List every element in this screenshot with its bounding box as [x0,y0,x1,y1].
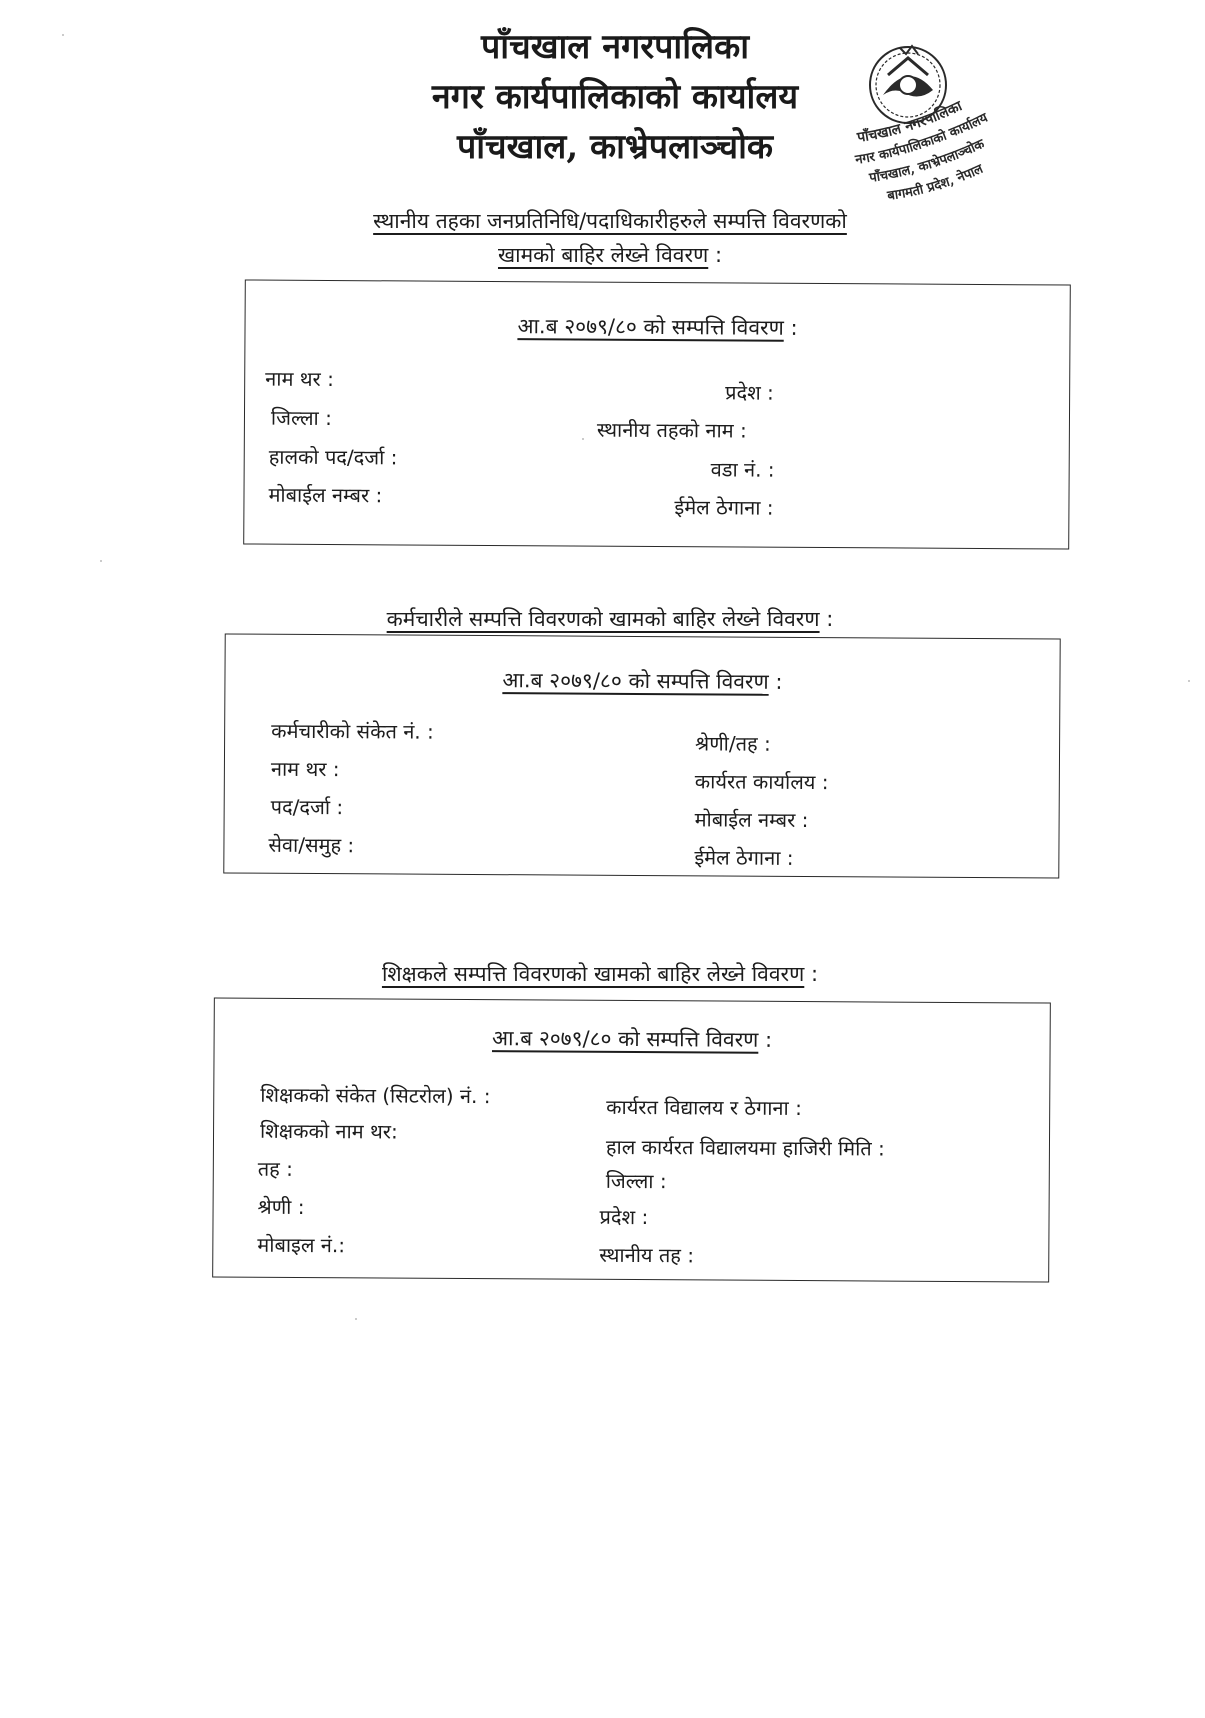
employee-box-title-colon: : [775,669,783,694]
field-name: नाम थर : [265,366,334,392]
field-attendance-date: हाल कार्यरत विद्यालयमा हाजिरी मिति : [605,1134,885,1161]
representative-box-title-colon: : [790,315,798,340]
section-3-title-colon: : [810,962,819,986]
section-1-title-colon: : [714,243,723,267]
section-2-title-text: कर्मचारीले सम्पत्ति विवरणको खामको बाहिर लेख्ने विवरण [386,607,820,631]
field-employee-code: कर्मचारीको संकेत नं. : [271,718,434,744]
teacher-box-title [215,1022,1050,1055]
representative-box-title-text: आ.ब २०७९/८० को सम्पत्ति विवरण [517,314,784,340]
header-line-1: पाँचखाल नगरपालिका [480,27,750,67]
field-school-address: कार्यरत विद्यालय र ठेगाना : [606,1094,802,1121]
field-current-post: हालको पद/दर्जा : [268,444,398,470]
seal-text-4: बागमती प्रदेश, नेपाल [886,161,986,204]
section-2-title-colon: : [826,607,834,631]
field-employee-email: ईमेल ठेगाना : [694,845,794,870]
document-header [380,22,850,172]
field-ward-no: वडा नं. : [710,457,775,482]
teacher-box-title-text: आ.ब २०७९/८० को सम्पत्ति विवरण [491,1026,759,1052]
field-class-level: श्रेणी/तह : [695,731,771,756]
scan-speck [62,34,64,36]
section-3-title [330,960,870,988]
header-line-3: पाँचखाल, काभ्रेपलाञ्चोक [456,127,774,167]
section-1-title-line-2: खामको बाहिर लेख्ने विवरण [497,243,709,267]
field-teacher-district: जिल्ला : [605,1168,667,1194]
teacher-box-title-colon: : [765,1027,773,1052]
scan-speck [100,560,102,562]
representative-details-box [243,279,1071,549]
employee-box-title [225,664,1059,697]
field-teacher-province: प्रदेश : [599,1204,649,1230]
field-teacher-code: शिक्षकको संकेत (सिटरोल) नं. : [260,1082,491,1109]
employee-details-box [223,633,1060,878]
field-email: ईमेल ठेगाना : [674,495,774,520]
scan-speck [1188,680,1190,682]
scan-speck [355,1318,357,1320]
section-1-title-line-1: स्थानीय तहका जनप्रतिनिधि/पदाधिकारीहरुले सम्पत्ति विवरणको [373,209,847,233]
municipality-seal [848,40,1023,215]
field-employee-name: नाम थर : [270,756,340,782]
field-working-office: कार्यरत कार्यालय : [694,769,829,795]
field-district: जिल्ला : [270,405,332,431]
field-service-group: सेवा/समुह : [268,832,355,858]
scan-speck [582,438,584,440]
section-1-title [300,207,920,269]
field-teacher-local-body: स्थानीय तह : [599,1242,695,1268]
teacher-details-box [212,997,1051,1282]
representative-box-title [245,310,1069,343]
employee-box-title-text: आ.ब २०७९/८० को सम्पत्ति विवरण [502,668,769,694]
field-employee-post: पद/दर्जा : [270,794,344,820]
field-mobile: मोबाईल नम्बर : [268,482,383,508]
field-teacher-class: श्रेणी : [257,1194,305,1220]
seal-text-1: पाँचखाल नगरपालिका [856,98,965,147]
field-teacher-mobile: मोबाइल नं.: [257,1232,346,1258]
field-local-body-name: स्थानीय तहको नाम : [596,417,747,443]
field-teacher-name: शिक्षकको नाम थर: [259,1118,398,1144]
field-employee-mobile: मोबाईल नम्बर : [694,807,809,833]
section-2-title [330,605,890,633]
field-teacher-level: तह : [257,1156,294,1181]
seal-text-2: नगर कार्यपालिकाको कार्यालय [854,110,991,168]
header-line-2: नगर कार्यपालिकाको कार्यालय [431,77,799,117]
section-3-title-text: शिक्षकले सम्पत्ति विवरणको खामको बाहिर लेख्ने विवरण [381,962,805,986]
field-province: प्रदेश : [725,380,774,405]
seal-text-3: पाँचखाल, काभ्रेपलाञ्चोक [868,136,987,186]
